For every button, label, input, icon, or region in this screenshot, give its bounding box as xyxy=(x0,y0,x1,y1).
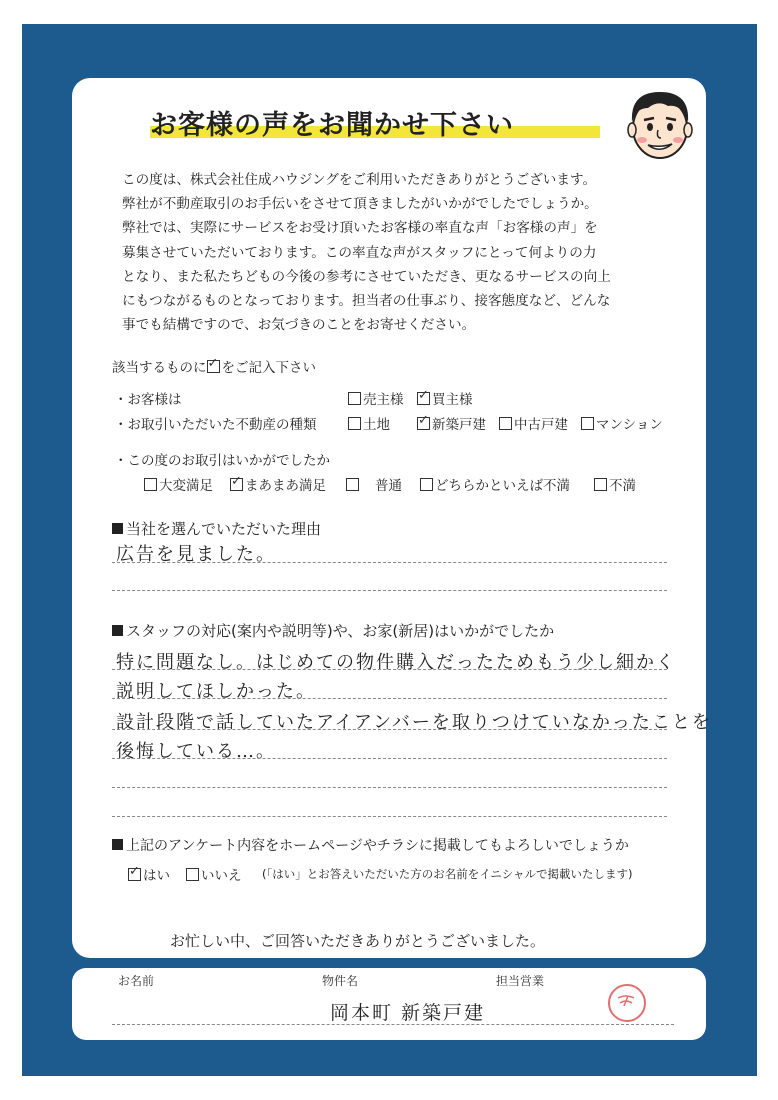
staff-label: 担当営業 xyxy=(496,974,545,988)
checkbox[interactable] xyxy=(499,417,512,430)
cartoon-face-icon xyxy=(618,82,700,164)
checkbox[interactable] xyxy=(581,417,594,430)
intro-line: 募集させていただいております。この率直な声がスタッフにとって何よりの力 xyxy=(122,244,597,261)
option-no[interactable]: いいえ xyxy=(186,864,242,884)
checkbox[interactable] xyxy=(144,478,157,491)
closing-message: お忙しい中、ご回答いただきありがとうございました。 xyxy=(170,932,546,950)
option-somewhat-dissatisfied[interactable]: どちらかといえば不満 xyxy=(420,474,570,494)
answer-line xyxy=(112,729,667,730)
intro-line: 弊社では、実際にサービスをお受け頂いたお客様の率直な声「お客様の声」を xyxy=(122,220,598,237)
square-bullet-icon xyxy=(112,839,123,850)
intro-line: となり、また私たちどもの今後の参考にさせていただき、更なるサービスの向上 xyxy=(122,268,611,285)
checkbox-checked[interactable] xyxy=(417,392,430,405)
option-condo[interactable]: マンション xyxy=(581,413,663,433)
option-buyer[interactable]: ✓ 買主様 xyxy=(417,388,473,408)
staff-answer-line[interactable]: 設計段階で話していたアイアンバーを取りつけていなかったことを xyxy=(116,712,712,733)
instruction: 該当するものに✓ をご記入下さい xyxy=(112,356,316,376)
option-very-satisfied[interactable]: 大変満足 xyxy=(144,474,213,494)
answer-line xyxy=(112,562,667,563)
intro-line: この度は、株式会社住成ハウジングをご利用いただきありがとうございます。 xyxy=(122,172,597,188)
property-label: 物件名 xyxy=(322,974,359,988)
answer-line xyxy=(112,669,667,670)
q-customer-label: ・お客様は xyxy=(114,392,182,408)
option-new-house[interactable]: ✓ 新築戸建 xyxy=(417,413,486,433)
option-satisfied[interactable]: ✓ まあまあ満足 xyxy=(230,474,326,494)
checkbox[interactable] xyxy=(594,478,607,491)
square-bullet-icon xyxy=(112,625,123,636)
checkbox-checked[interactable] xyxy=(230,478,243,491)
q-satisfaction-label: ・この度のお取引はいかがでしたか xyxy=(114,453,330,469)
option-yes[interactable]: ✓はい xyxy=(128,864,170,884)
checkbox[interactable] xyxy=(186,868,199,881)
answer-line xyxy=(112,787,667,788)
checkbox-checked[interactable] xyxy=(128,868,141,881)
intro-line: 弊社が不動産取引のお手伝いをさせて頂きましたがいかがでしたでしょうか。 xyxy=(122,196,598,213)
publish-heading: 上記のアンケート内容をホームページやチラシに掲載してもよろしいでしょうか xyxy=(112,835,629,855)
answer-line xyxy=(112,698,667,699)
option-neutral[interactable]: 普通 xyxy=(346,474,402,494)
staff-heading: スタッフの対応(案内や説明等)や、お家(新居)はいかがでしたか xyxy=(112,620,554,641)
reason-answer[interactable]: 広告を見ました。 xyxy=(116,544,276,565)
name-label: お名前 xyxy=(118,974,155,988)
option-dissatisfied[interactable]: 不満 xyxy=(594,474,636,494)
answer-line xyxy=(112,758,667,759)
option-used-house[interactable]: 中古戸建 xyxy=(499,413,568,433)
footer-line xyxy=(112,1024,674,1025)
checkbox-example xyxy=(207,360,220,373)
intro-line: 事でも結構ですので、お気づきのことをお寄せください。 xyxy=(122,317,476,334)
staff-answer-line[interactable]: 後悔している…。 xyxy=(116,741,276,762)
checkbox[interactable] xyxy=(420,478,433,491)
property-name-value[interactable]: 岡本町 新築戸建 xyxy=(330,1002,486,1024)
reason-heading: 当社を選んでいただいた理由 xyxy=(112,518,321,539)
intro-text xyxy=(122,168,682,337)
q-property-label: ・お取引いただいた不動産の種類 xyxy=(114,417,317,433)
square-bullet-icon xyxy=(112,523,123,534)
page-title: お客様の声をお聞かせ下さい xyxy=(150,110,514,141)
intro-line: にもつながるものとなっております。担当者の仕事ぶり、接客態度など、どんな xyxy=(122,293,611,310)
checkbox[interactable] xyxy=(346,478,359,491)
checkbox[interactable] xyxy=(348,392,361,405)
publish-note: (「はい」とお答えいただいた方のお名前をイニシャルで掲載いたします) xyxy=(262,867,633,881)
checkbox-checked[interactable] xyxy=(417,417,430,430)
checkbox[interactable] xyxy=(348,417,361,430)
option-land[interactable]: 土地 xyxy=(348,413,390,433)
staff-answer-line[interactable]: 特に問題なし。はじめての物件購入だったためもう少し細かく xyxy=(116,652,676,673)
answer-line xyxy=(112,816,667,817)
staff-seal-stamp xyxy=(608,984,646,1022)
staff-answer-line[interactable]: 説明してほしかった。 xyxy=(116,681,316,702)
option-seller[interactable]: 売主様 xyxy=(348,388,404,408)
answer-line xyxy=(112,590,667,591)
